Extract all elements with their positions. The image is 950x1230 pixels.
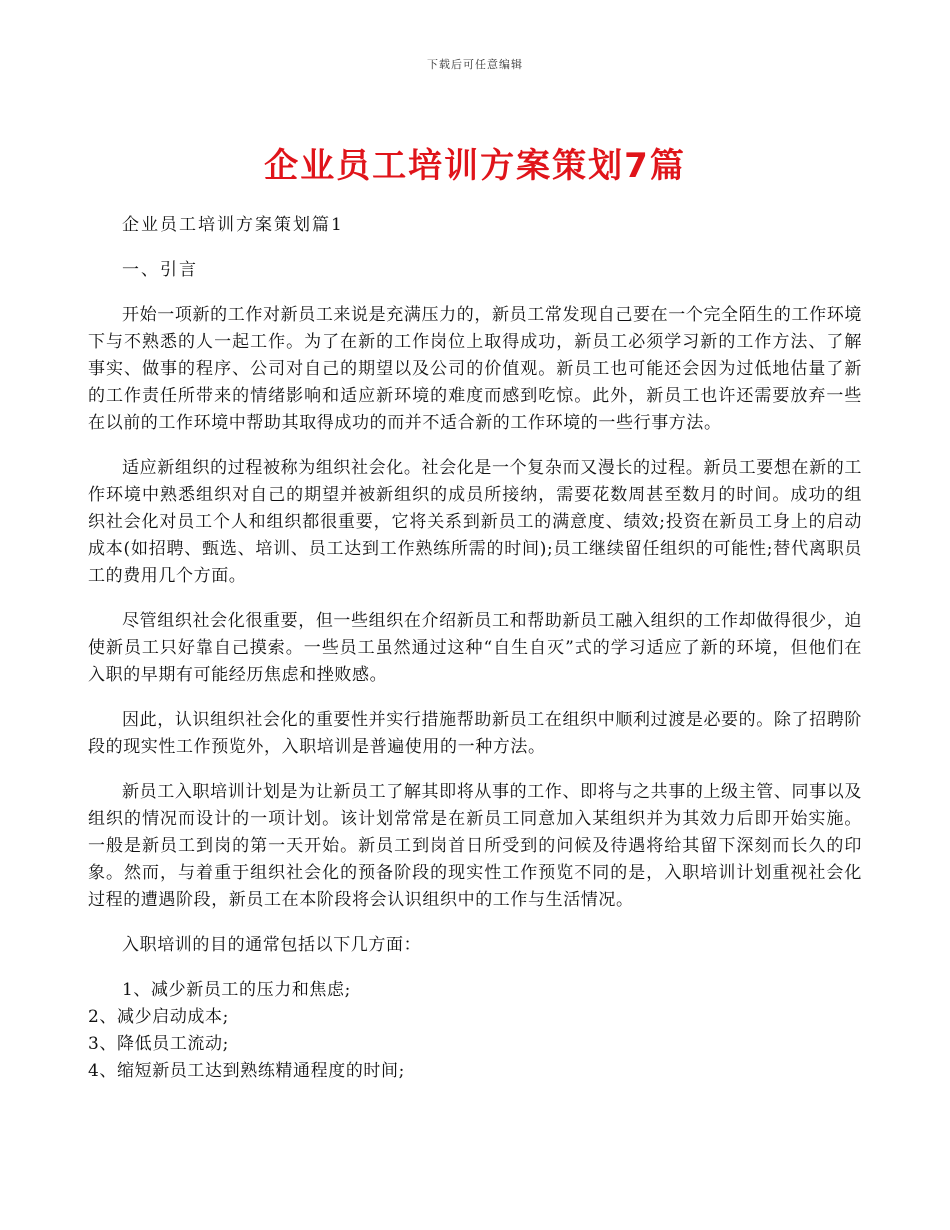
paragraph: 入职培训的目的通常包括以下几方面：: [122, 935, 422, 955]
document-title: 企业员工培训方案策划7篇: [264, 146, 686, 186]
paragraph: 新员工入职培训计划是为让新员工了解其即将从事的工作、即将与之共事的上级主管、同事以及组织的情况而设计的一项计划。该计划常常是在新员工同意加入某组织并为其效力后即开始实施。一般是新员工到岗的第一天开始。新员工到岗首日所受到的问候及待遇将给其留下深刻而长久的印象。然而，与着重于组织社会化的预备阶段的现实性工作预览不同的是，入职培训计划重视社会化过程的遭遇阶段，新员工在本阶段将会认识组织中的工作与生活情况。: [88, 782, 862, 910]
subtitle: 企业员工培训方案策划篇1: [122, 215, 344, 235]
list-item: 2、减少启动成本;: [88, 1007, 229, 1027]
paragraph: 因此，认识组织社会化的重要性并实行措施帮助新员工在组织中顺利过渡是必要的。除了招聘阶段的现实性工作预览外，入职培训是普遍使用的一种方法。: [88, 710, 862, 757]
list-item: 1、减少新员工的压力和焦虑;: [122, 980, 351, 1000]
list-item: 3、降低员工流动;: [88, 1034, 229, 1054]
paragraph: 开始一项新的工作对新员工来说是充满压力的，新员工常发现自己要在一个完全陌生的工作环境下与不熟悉的人一起工作。为了在新的工作岗位上取得成功，新员工必须学习新的工作方法、了解事实、做事的程序、公司对自己的期望以及公司的价值观。新员工也可能还会因为过低地估量了新的工作责任所带来的情绪影响和适应新环境的难度而感到吃惊。此外，新员工也许还需要放弃一些在以前的工作环境中帮助其取得成功的而并不适合新的工作环境的一些行事方法。: [88, 305, 862, 433]
header-note: 下载后可任意编辑: [427, 58, 523, 71]
paragraph: 尽管组织社会化很重要，但一些组织在介绍新员工和帮助新员工融入组织的工作却做得很少，迫使新员工只好靠自己摸索。一些员工虽然通过这种“自生自灭”式的学习适应了新的环境，但他们在入职的早期有可能经历焦虑和挫败感。: [88, 611, 862, 685]
section-heading: 一、引言: [122, 260, 198, 280]
paragraph: 适应新组织的过程被称为组织社会化。社会化是一个复杂而又漫长的过程。新员工要想在新的工作环境中熟悉组织对自己的期望并被新组织的成员所接纳，需要花数周甚至数月的时间。成功的组织社会化对员工个人和组织都很重要，它将关系到新员工的满意度、绩效;投资在新员工身上的启动成本(如招聘、甄选、培训、员工达到工作熟练所需的时间);员工继续留任组织的可能性;替代离职员工的费用几个方面。: [88, 458, 862, 586]
list-item: 4、缩短新员工达到熟练精通程度的时间;: [88, 1061, 405, 1081]
document-body: [88, 212, 862, 1085]
purpose-list: [88, 977, 862, 1085]
